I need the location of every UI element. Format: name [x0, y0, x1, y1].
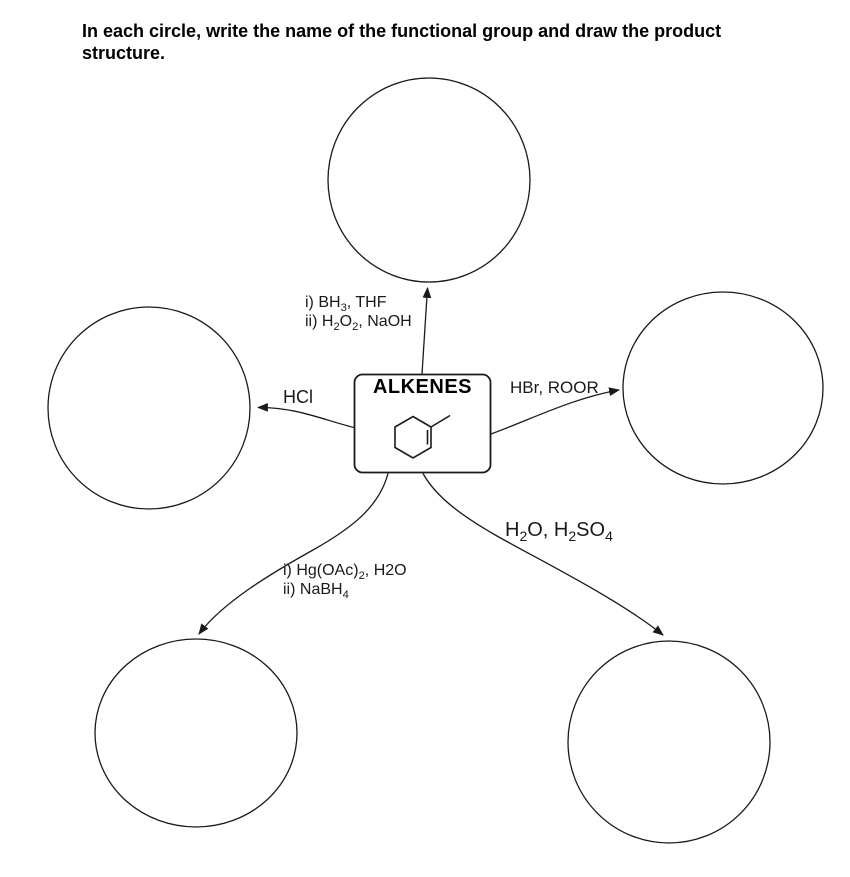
product-circle-left	[48, 307, 250, 509]
arrow-hydroboration	[422, 288, 428, 374]
product-circle-bottom-left	[95, 639, 297, 827]
oxymercuration-line2: ii) NaBH$_4$	[283, 581, 349, 602]
hydroboration-line2: ii) $H_2O_2$, NaOH	[305, 313, 412, 334]
hydroboration-line1: i) $BH_3$, THF	[305, 294, 387, 315]
hbr-roor-label: HBr, ROOR	[510, 378, 599, 397]
oxymercuration-label	[283, 561, 407, 602]
oxymercuration-line1: i) $Hg(OAc)_2$, H2O	[283, 562, 407, 583]
arrow-oxymercuration	[199, 474, 388, 635]
acid-hydration-label: $H_2O$, $H_2SO_4$	[505, 519, 613, 544]
alkenes-label: ALKENES	[372, 376, 473, 398]
product-circle-bottom-right	[568, 641, 770, 843]
product-circle-right	[623, 292, 823, 484]
arrow-acid-hydration	[423, 474, 663, 636]
arrow-hcl	[258, 407, 356, 428]
instructions-text: In each circle, write the name of the functional group and draw the product structure.	[82, 21, 722, 63]
hydroboration-label	[305, 293, 412, 334]
hcl-label: HCl	[283, 387, 313, 407]
product-circle-top	[328, 78, 530, 282]
